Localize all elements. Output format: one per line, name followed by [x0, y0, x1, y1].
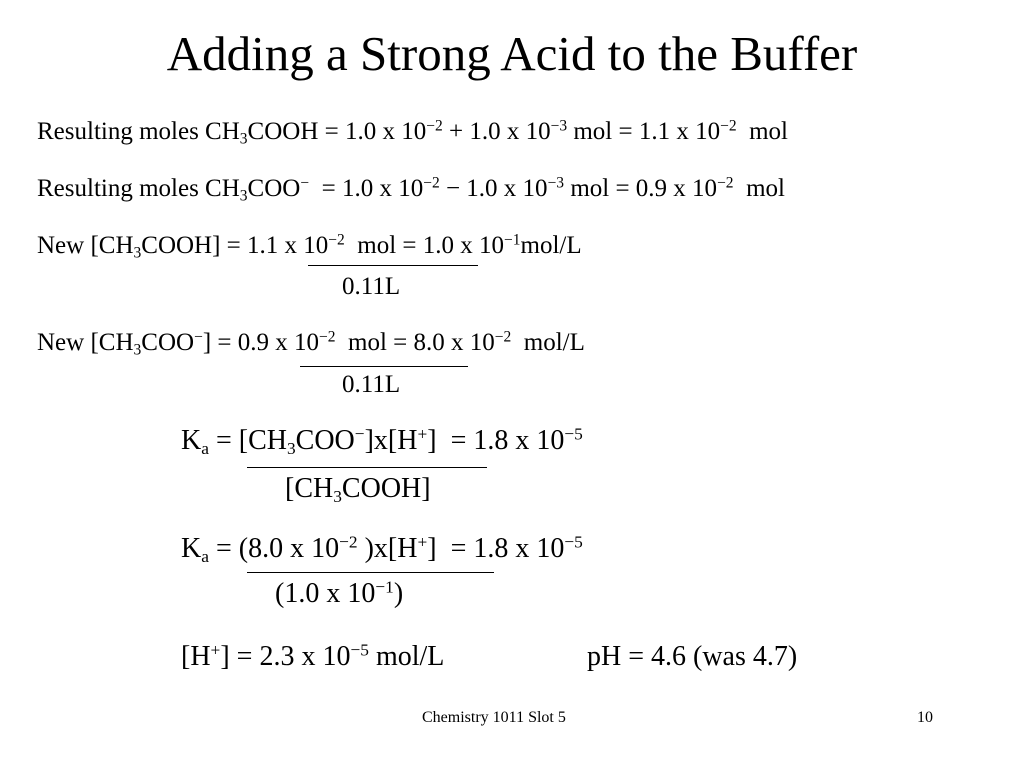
subscript: 3	[133, 341, 142, 359]
ka-numerator-close: ]	[427, 425, 437, 456]
ka-numerator-formula: COO	[295, 425, 355, 456]
moles-acid-value: COOH = 1.0 x 10	[247, 118, 427, 145]
hydrogen-ion-result	[181, 640, 444, 674]
exponent: −2	[717, 174, 734, 192]
acid-conc-result: mol = 1.0 x 10	[357, 232, 505, 259]
moles-acid-added: + 1.0 x 10	[448, 118, 551, 145]
fraction-bar	[247, 467, 487, 468]
ka-denominator-start: [CH	[285, 473, 334, 504]
exponent: −2	[494, 328, 512, 346]
subscript: 3	[239, 130, 248, 148]
fraction-bar	[300, 366, 468, 367]
base-conc-prefix: New [CH	[37, 329, 134, 356]
charge: +	[417, 532, 428, 552]
h-ion-start: [H	[181, 641, 211, 672]
moles-base-line	[37, 174, 785, 204]
page-number: 10	[917, 709, 933, 726]
fraction-bar	[308, 265, 478, 266]
exponent: −2	[339, 532, 358, 552]
moles-base-value: = 1.0 x 10	[321, 175, 424, 202]
charge: +	[417, 424, 428, 444]
acid-concentration-line	[37, 231, 582, 261]
ph-result: pH = 4.6 (was 4.7)	[587, 641, 798, 672]
moles-base-result: mol = 0.9 x 10	[564, 175, 718, 202]
ka-denominator-close: )	[393, 578, 404, 609]
moles-base-subtracted: − 1.0 x 10	[445, 175, 548, 202]
subscript: 3	[133, 244, 142, 262]
base-conc-denominator: 0.11L	[342, 371, 401, 398]
moles-acid-result: mol = 1.1 x 10	[567, 118, 721, 145]
ka-denominator-general	[285, 472, 431, 506]
footer-label: Chemistry 1011 Slot 5	[422, 709, 566, 726]
exponent: −5	[350, 640, 369, 660]
unit: mol/L	[520, 232, 582, 259]
charge: −	[300, 174, 310, 192]
acid-conc-prefix: New [CH	[37, 232, 134, 259]
moles-acid-line	[37, 117, 788, 147]
ka-symbol: K	[181, 425, 202, 456]
ka-value: = 1.8 x 10	[450, 533, 565, 564]
moles-base-prefix: Resulting moles CH	[37, 175, 240, 202]
ka-numerator-start: = [CH	[208, 425, 287, 456]
ka-numerator-hydrogen: ]x[H	[364, 425, 418, 456]
exponent: −3	[547, 174, 565, 192]
unit: mol	[746, 175, 785, 202]
exponent: −5	[564, 532, 583, 552]
exponent: −2	[319, 328, 336, 346]
ka-denominator-formula: COOH]	[341, 473, 431, 504]
ka-denominator-start: (1.0 x 10	[275, 578, 376, 609]
exponent: −1	[504, 231, 521, 249]
ka-value: = 1.8 x 10	[450, 425, 565, 456]
exponent: −1	[375, 577, 394, 597]
subscript: 3	[239, 187, 248, 205]
subscript: 3	[333, 486, 342, 506]
fraction-bar	[247, 572, 494, 573]
moles-acid-prefix: Resulting moles CH	[37, 118, 240, 145]
subscript: a	[201, 546, 209, 566]
moles-base-formula: COO	[247, 175, 301, 202]
exponent: −3	[550, 117, 568, 135]
charge: −	[194, 328, 203, 346]
charge: +	[210, 640, 221, 660]
ka-symbol: K	[181, 533, 202, 564]
slide-title: Adding a Strong Acid to the Buffer	[166, 26, 858, 81]
base-concentration-line	[37, 328, 585, 358]
charge: −	[354, 424, 365, 444]
ka-expression-general	[181, 424, 583, 458]
ka-expression-values	[181, 532, 583, 566]
unit: mol/L	[368, 641, 445, 672]
unit: mol/L	[523, 329, 585, 356]
ka-numerator-hydrogen: )x[H	[357, 533, 418, 564]
base-conc-numerator: ] = 0.9 x 10	[202, 329, 319, 356]
base-conc-result: mol = 8.0 x 10	[348, 329, 495, 356]
unit: mol	[749, 118, 788, 145]
acid-conc-denominator: 0.11L	[342, 273, 401, 300]
exponent: −5	[564, 424, 583, 444]
ka-numerator-start: = (8.0 x 10	[208, 533, 340, 564]
exponent: −2	[720, 117, 737, 135]
exponent: −2	[423, 174, 440, 192]
subscript: 3	[286, 438, 296, 458]
base-conc-formula: COO	[141, 329, 195, 356]
exponent: −2	[328, 231, 345, 249]
ka-denominator-values	[275, 577, 403, 611]
ka-numerator-close: ]	[427, 533, 437, 564]
subscript: a	[201, 438, 209, 458]
h-ion-value: ] = 2.3 x 10	[220, 641, 351, 672]
acid-conc-numerator: COOH] = 1.1 x 10	[141, 232, 329, 259]
exponent: −2	[426, 117, 443, 135]
